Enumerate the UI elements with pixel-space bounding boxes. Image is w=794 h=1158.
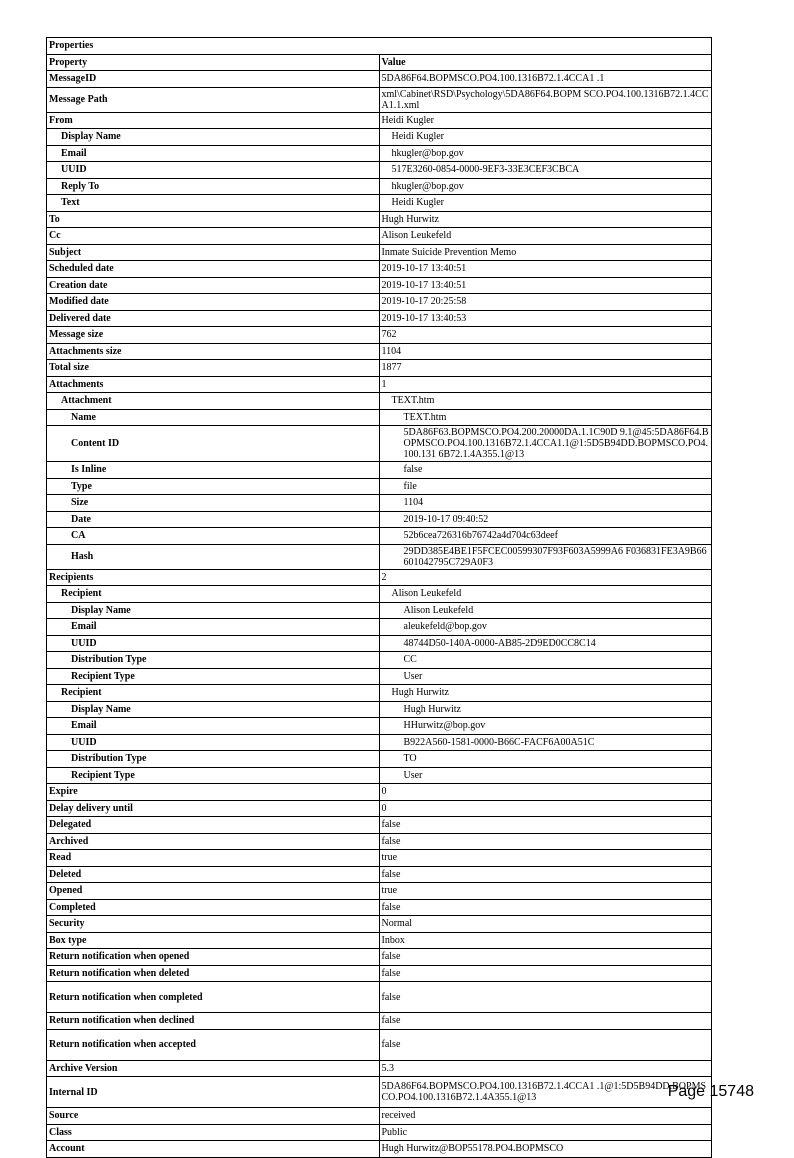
- property-name: Read: [47, 850, 380, 867]
- table-row: [47, 602, 712, 619]
- property-value: 5.3: [379, 1060, 712, 1077]
- table-row: [47, 195, 712, 212]
- table-row: [47, 211, 712, 228]
- table-row: [47, 87, 712, 112]
- table-row: [47, 685, 712, 702]
- property-name: Total size: [47, 360, 380, 377]
- property-value: true: [379, 883, 712, 900]
- property-name: Attachment: [47, 393, 380, 410]
- property-value: 0: [379, 784, 712, 801]
- property-name: Recipient Type: [47, 668, 380, 685]
- table-row: [47, 850, 712, 867]
- property-value: hkugler@bop.gov: [379, 178, 712, 195]
- table-row: [47, 376, 712, 393]
- property-name: Internal ID: [47, 1077, 380, 1108]
- property-value: Normal: [379, 916, 712, 933]
- table-row: [47, 833, 712, 850]
- property-name: Message size: [47, 327, 380, 344]
- table-row: [47, 932, 712, 949]
- property-value: hkugler@bop.gov: [379, 145, 712, 162]
- table-caption: Properties: [47, 38, 712, 55]
- properties-table-body: [47, 38, 712, 1158]
- property-value: TEXT.htm: [379, 393, 712, 410]
- property-value: aleukefeld@bop.gov: [379, 619, 712, 636]
- table-row: [47, 1108, 712, 1125]
- property-value: HHurwitz@bop.gov: [379, 718, 712, 735]
- property-value: 48744D50-140A-0000-AB85-2D9ED0CC8C14: [379, 635, 712, 652]
- table-row: [47, 393, 712, 410]
- table-row: [47, 129, 712, 146]
- table-row: [47, 544, 712, 569]
- property-name: Type: [47, 478, 380, 495]
- property-name: Opened: [47, 883, 380, 900]
- table-row: [47, 586, 712, 603]
- property-name: Security: [47, 916, 380, 933]
- property-value: Public: [379, 1124, 712, 1141]
- table-row: [47, 426, 712, 462]
- property-name: Distribution Type: [47, 751, 380, 768]
- property-name: Display Name: [47, 602, 380, 619]
- table-row: [47, 495, 712, 512]
- property-name: Delegated: [47, 817, 380, 834]
- property-name: Delivered date: [47, 310, 380, 327]
- page-number: Page 15748: [667, 1083, 754, 1100]
- property-value: 2019-10-17 13:40:51: [379, 277, 712, 294]
- property-value: Hugh Hurwitz: [379, 701, 712, 718]
- table-row: [47, 701, 712, 718]
- table-row: [47, 866, 712, 883]
- property-name: Scheduled date: [47, 261, 380, 278]
- property-value: Heidi Kugler: [379, 195, 712, 212]
- header-property: Property: [47, 54, 380, 71]
- property-value: 1: [379, 376, 712, 393]
- table-row: [47, 528, 712, 545]
- property-value: 5DA86F64.BOPMSCO.PO4.100.1316B72.1.4CCA1 .1@1:5D5B94DD.BOPMSCO.PO4.100.1316B72.1.4A355.1@13: [379, 1077, 712, 1108]
- table-row: [47, 1060, 712, 1077]
- property-name: Distribution Type: [47, 652, 380, 669]
- table-row: [47, 718, 712, 735]
- property-value: 2019-10-17 20:25:58: [379, 294, 712, 311]
- property-value: xml\Cabinet\RSD\Psychology\5DA86F64.BOPM SCO.PO4.100.1316B72.1.4CCA1.1.xml: [379, 87, 712, 112]
- property-value: 5DA86F64.BOPMSCO.PO4.100.1316B72.1.4CCA1 .1: [379, 71, 712, 88]
- property-name: Return notification when declined: [47, 1013, 380, 1030]
- property-value: 2019-10-17 13:40:51: [379, 261, 712, 278]
- property-value: false: [379, 1013, 712, 1030]
- property-value: Alison Leukefeld: [379, 228, 712, 245]
- property-value: false: [379, 866, 712, 883]
- table-row: [47, 228, 712, 245]
- table-row: [47, 899, 712, 916]
- property-name: Subject: [47, 244, 380, 261]
- table-row: [47, 800, 712, 817]
- table-row: [47, 668, 712, 685]
- table-header-row: [47, 54, 712, 71]
- table-row: [47, 619, 712, 636]
- table-row: [47, 478, 712, 495]
- table-row: [47, 277, 712, 294]
- property-name: UUID: [47, 734, 380, 751]
- property-name: Source: [47, 1108, 380, 1125]
- header-value: Value: [379, 54, 712, 71]
- property-value: B922A560-1581-0000-B66C-FACF6A00A51C: [379, 734, 712, 751]
- property-value: false: [379, 965, 712, 982]
- property-name: Email: [47, 718, 380, 735]
- property-value: 1877: [379, 360, 712, 377]
- table-row: [47, 178, 712, 195]
- property-value: 5DA86F63.BOPMSCO.PO4.200.20000DA.1.1C90D 9.1@45:5DA86F64.BOPMSCO.PO4.100.1316B72.1.4CCA1.1@1:5D5B94DD.BOPMSCO.PO4.100.131 6B72.1.4A355.1@13: [379, 426, 712, 462]
- property-value: Heidi Kugler: [379, 112, 712, 129]
- table-row: [47, 71, 712, 88]
- table-row: [47, 569, 712, 586]
- table-row: [47, 965, 712, 982]
- property-name: Return notification when completed: [47, 982, 380, 1013]
- property-name: Email: [47, 619, 380, 636]
- table-row: [47, 261, 712, 278]
- property-name: Hash: [47, 544, 380, 569]
- table-row: [47, 982, 712, 1013]
- table-row: [47, 145, 712, 162]
- property-name: Name: [47, 409, 380, 426]
- property-name: Account: [47, 1141, 380, 1158]
- property-name: CA: [47, 528, 380, 545]
- table-row: [47, 360, 712, 377]
- table-row: [47, 462, 712, 479]
- property-value: false: [379, 982, 712, 1013]
- table-row: [47, 409, 712, 426]
- property-name: Completed: [47, 899, 380, 916]
- table-row: [47, 244, 712, 261]
- property-name: Return notification when accepted: [47, 1029, 380, 1060]
- property-value: true: [379, 850, 712, 867]
- property-name: Message Path: [47, 87, 380, 112]
- property-name: Size: [47, 495, 380, 512]
- property-name: Date: [47, 511, 380, 528]
- property-name: Return notification when deleted: [47, 965, 380, 982]
- property-value: Hugh Hurwitz@BOP55178.PO4.BOPMSCO: [379, 1141, 712, 1158]
- property-name: Box type: [47, 932, 380, 949]
- property-name: Archived: [47, 833, 380, 850]
- property-value: 2019-10-17 13:40:53: [379, 310, 712, 327]
- property-name: Deleted: [47, 866, 380, 883]
- property-value: false: [379, 1029, 712, 1060]
- property-name: Attachments: [47, 376, 380, 393]
- property-name: UUID: [47, 162, 380, 179]
- property-name: From: [47, 112, 380, 129]
- table-row: [47, 343, 712, 360]
- property-value: Inmate Suicide Prevention Memo: [379, 244, 712, 261]
- property-name: Email: [47, 145, 380, 162]
- table-row: [47, 734, 712, 751]
- property-value: User: [379, 668, 712, 685]
- table-row: [47, 784, 712, 801]
- table-row: [47, 751, 712, 768]
- property-name: To: [47, 211, 380, 228]
- table-row: [47, 511, 712, 528]
- property-value: 0: [379, 800, 712, 817]
- property-name: Return notification when opened: [47, 949, 380, 966]
- property-value: false: [379, 833, 712, 850]
- property-value: 2: [379, 569, 712, 586]
- properties-table: [46, 37, 712, 1158]
- table-row: [47, 817, 712, 834]
- property-name: Recipients: [47, 569, 380, 586]
- table-row: [47, 162, 712, 179]
- table-caption-row: [47, 38, 712, 55]
- table-row: [47, 327, 712, 344]
- table-row: [47, 1124, 712, 1141]
- property-value: 1104: [379, 495, 712, 512]
- property-value: Alison Leukefeld: [379, 602, 712, 619]
- property-value: file: [379, 478, 712, 495]
- property-name: Display Name: [47, 701, 380, 718]
- property-name: Is Inline: [47, 462, 380, 479]
- property-value: 52b6cea726316b76742a4d704c63deef: [379, 528, 712, 545]
- property-value: false: [379, 817, 712, 834]
- property-value: 29DD385E4BE1F5FCEC00599307F93F603A5999A6 F036831FE3A9B66601042795C729A0F3: [379, 544, 712, 569]
- table-row: [47, 767, 712, 784]
- table-row: [47, 1013, 712, 1030]
- property-name: Recipient: [47, 586, 380, 603]
- property-name: MessageID: [47, 71, 380, 88]
- property-name: Modified date: [47, 294, 380, 311]
- table-row: [47, 949, 712, 966]
- property-value: false: [379, 899, 712, 916]
- property-value: 2019-10-17 09:40:52: [379, 511, 712, 528]
- property-value: 762: [379, 327, 712, 344]
- table-row: [47, 635, 712, 652]
- property-name: Text: [47, 195, 380, 212]
- property-name: Reply To: [47, 178, 380, 195]
- property-name: Display Name: [47, 129, 380, 146]
- property-value: 517E3260-0854-0000-9EF3-33E3CEF3CBCA: [379, 162, 712, 179]
- property-value: User: [379, 767, 712, 784]
- table-row: [47, 652, 712, 669]
- property-value: TEXT.htm: [379, 409, 712, 426]
- table-row: [47, 1029, 712, 1060]
- property-name: Creation date: [47, 277, 380, 294]
- property-name: Attachments size: [47, 343, 380, 360]
- property-name: Archive Version: [47, 1060, 380, 1077]
- table-row: [47, 1077, 712, 1108]
- property-value: Alison Leukefeld: [379, 586, 712, 603]
- table-row: [47, 294, 712, 311]
- property-name: Content ID: [47, 426, 380, 462]
- property-value: CC: [379, 652, 712, 669]
- table-row: [47, 1141, 712, 1158]
- property-value: Inbox: [379, 932, 712, 949]
- property-name: Expire: [47, 784, 380, 801]
- property-value: received: [379, 1108, 712, 1125]
- property-value: false: [379, 462, 712, 479]
- property-name: UUID: [47, 635, 380, 652]
- table-row: [47, 310, 712, 327]
- property-value: TO: [379, 751, 712, 768]
- property-value: Hugh Hurwitz: [379, 211, 712, 228]
- table-row: [47, 112, 712, 129]
- property-value: 1104: [379, 343, 712, 360]
- property-name: Recipient: [47, 685, 380, 702]
- property-name: Delay delivery until: [47, 800, 380, 817]
- property-value: false: [379, 949, 712, 966]
- property-name: Recipient Type: [47, 767, 380, 784]
- table-row: [47, 916, 712, 933]
- property-value: Hugh Hurwitz: [379, 685, 712, 702]
- property-name: Cc: [47, 228, 380, 245]
- property-value: Heidi Kugler: [379, 129, 712, 146]
- table-row: [47, 883, 712, 900]
- property-name: Class: [47, 1124, 380, 1141]
